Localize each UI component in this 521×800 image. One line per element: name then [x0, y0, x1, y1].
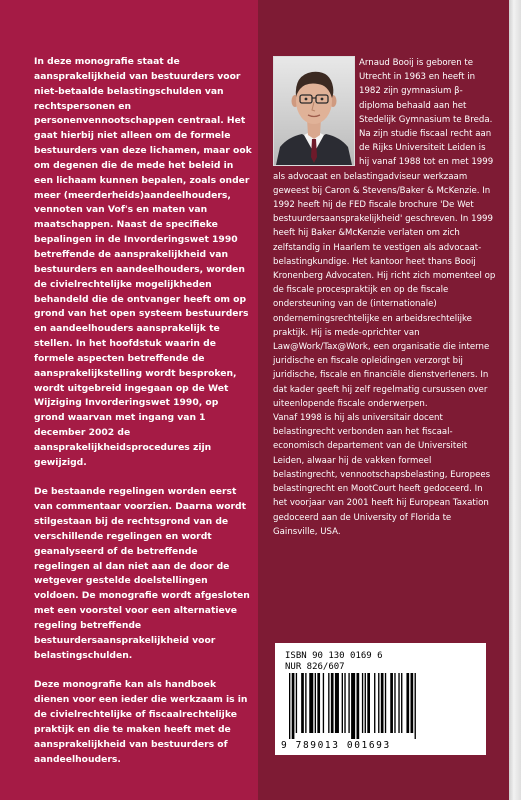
bio-paragraph-1: Arnaud Booij is geboren te Utrecht in 1963 en heeft in 1982 zijn gymnasium β-diploma behaald aan het Stedelijk Gymnasium te Breda. Na zijn studie fiscaal recht aan de Rijks Universiteit Leiden is hij vanaf 1988 tot en met 1999 als advocaat en belastingadviseur werkzaam geweest bij Caron & Stevens/Baker & McKenzie. In 1992 heeft hij de FED fiscale brochure 'De Wet bestuurdersaansprakelijkheid' geschreven. In 1999 heeft hij Baker &McKenzie verlaten om zich zelfstandig in Haarlem te vestigen als advocaat-belastingkundige. Het kantoor heet thans Booij Kronenberg Advocaten. Hij richt zich momenteel op de fiscale procespraktijk en op de fiscale ondersteuning van de (internationale) ondernemingsrechtelijke en arbeidsrechtelijke praktijk. Hij is mede-oprichter van Law@Work/Tax@Work, een organisatie die interne juridische en fiscale opleidingen verzorgt bij juridische, fiscale en financiële dienstverleners. In dat kader geeft hij zelf regelmatig cursussen over uiteenlopende fiscale onderwerpen. [273, 58, 496, 409]
bio-paragraph-2: Vanaf 1998 is hij als universitair docent belastingrecht verbonden aan het fiscaal-economisch departement van de Universiteit Leiden, alwaar hij de vakken formeel belastingrecht, vennootschapsbelasting, Europees belastingrecht en MootCourt heeft gedoceerd. In het voorjaar van 2001 heeft hij European Taxation gedoceerd aan de University of Florida te Gainsville, USA. [273, 413, 491, 537]
barcode-icon [285, 673, 475, 739]
author-portrait-icon [274, 57, 354, 165]
barcode-label [275, 643, 486, 755]
page-edge [509, 0, 521, 800]
nur-code: NUR 826/607 [285, 662, 345, 672]
isbn-number: ISBN 90 130 0169 6 [285, 651, 383, 661]
summary-panel [0, 0, 258, 800]
summary-paragraph-3: Deze monografie kan als handboek dienen voor een ieder die werkzaam is in de civielrechtelijke of fiscaalrechtelijke praktijk en die te maken heeft met de aansprakelijkheid van bestuurders of aandeelhouders. [34, 679, 248, 765]
author-photo [273, 56, 355, 166]
summary-paragraph-1: In deze monografie staat de aansprakelijkheid van bestuurders voor niet-betaalde belastingschulden van rechtspersonen en personenvennootschappen centraal. Het gaat hierbij niet alleen om de formele bestuurders van deze lichamen, maar ook om degenen die de mede het beleid in een lichaam kunnen bepalen, zoals onder meer (meerderheids)aandeelhouders, vennoten van Vof's en maten van maatschappen. Naast de specifieke bepalingen in de Invorderingswet 1990 betreffende de aansprakelijkheid van bestuurders en aandeelhouders, worden de civielrechtelijke mogelijkheden behandeld die de ontvanger heeft om op grond van het open systeem bestuurders en aandeelhouders aansprakelijk te stellen. In het hoofdstuk waarin de formele aspecten betreffende de aansprakelijkstelling wordt besproken, wordt uitgebreid ingegaan op de Wet Wijziging Invorderingswet 1990, op grond waarvan met ingang van 1 december 2002 de aansprakelijkheidsprocedures zijn gewijzigd. [34, 56, 252, 468]
summary-text [34, 55, 252, 782]
barcode-digits: 9 789013 001693 [281, 740, 391, 751]
summary-paragraph-2: De bestaande regelingen worden eerst van commentaar voorzien. Daarna wordt stilgestaan bij de rechtsgrond van de verschillende regelingen en wordt geanalyseerd of de betreffende regelingen al dan niet aan de door de wetgever gestelde doelstellingen voldoen. De monografie wordt afgesloten met een voorstel voor een alternatieve regeling betreffende bestuurdersaansprakelijkheid voor belastingschulden. [34, 486, 250, 661]
